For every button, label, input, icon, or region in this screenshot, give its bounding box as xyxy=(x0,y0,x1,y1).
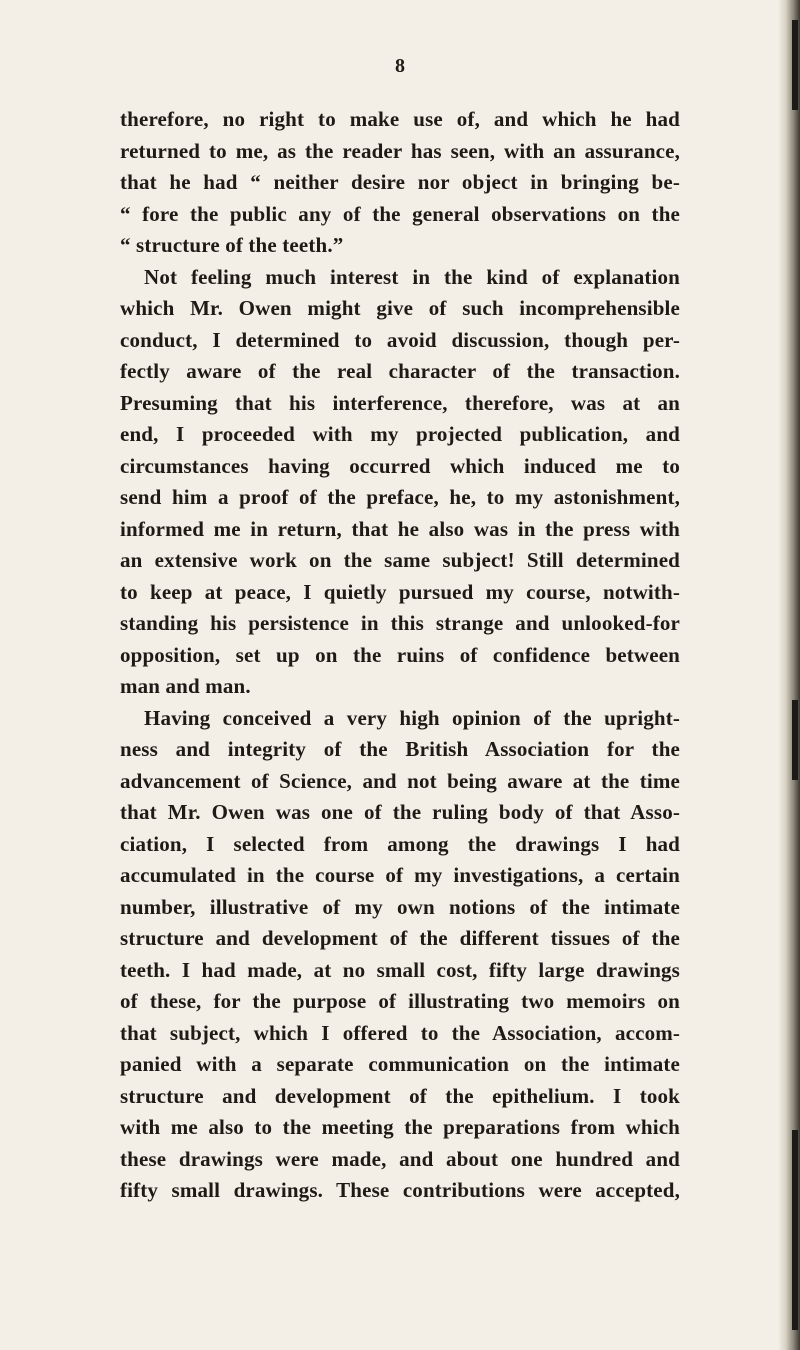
text-line: accumulated in the course of my investigations, a certain xyxy=(120,863,680,887)
text-line: opposition, set up on the ruins of confidence between xyxy=(120,642,680,667)
text-line: that he had “ neither desire nor object in bringing be- xyxy=(120,170,680,194)
text-line: conduct, I determined to avoid discussion, though per- xyxy=(120,327,680,352)
text-line: returned to me, as the reader has seen, with an assurance, xyxy=(120,138,680,163)
page-edge-shadow xyxy=(792,1130,798,1330)
page-edge-shadow xyxy=(792,700,798,780)
text-line: fectly aware of the real character of the transaction. xyxy=(120,359,680,383)
text-line: structure and development of the different tissues of the xyxy=(120,926,680,950)
text-line: send him a proof of the preface, he, to my astonishment, xyxy=(120,485,680,509)
text-line: panied with a separate communication on the intimate xyxy=(120,1052,680,1076)
text-line: these drawings were made, and about one hundred and xyxy=(120,1146,680,1171)
body-text xyxy=(120,104,680,1207)
text-line: ciation, I selected from among the drawings I had xyxy=(120,831,680,856)
text-line: teeth. I had made, at no small cost, fifty large drawings xyxy=(120,957,680,982)
text-line: Presuming that his interference, therefore, was at an xyxy=(120,390,680,415)
text-line: to keep at peace, I quietly pursued my course, notwith- xyxy=(120,579,680,604)
text-line: of these, for the purpose of illustrating two memoirs on xyxy=(120,989,680,1013)
text-line: number, illustrative of my own notions of the intimate xyxy=(120,894,680,919)
text-line: informed me in return, that he also was in the press with xyxy=(120,516,680,541)
text-line: an extensive work on the same subject! Still determined xyxy=(120,548,680,572)
text-line: “ fore the public any of the general observations on the xyxy=(120,201,680,226)
text-line: standing his persistence in this strange and unlooked-for xyxy=(120,611,680,635)
text-line: Having conceived a very high opinion of the upright- xyxy=(144,705,680,730)
text-line: end, I proceeded with my projected publication, and xyxy=(120,422,680,446)
page-edge-shadow xyxy=(792,20,798,110)
text-line: which Mr. Owen might give of such incomprehensible xyxy=(120,296,680,320)
text-line: advancement of Science, and not being aware at the time xyxy=(120,768,680,793)
text-line: Not feeling much interest in the kind of explanation xyxy=(144,264,680,289)
text-line: man and man. xyxy=(120,674,251,698)
text-line: that Mr. Owen was one of the ruling body of that Asso- xyxy=(120,800,680,824)
text-line: structure and development of the epithelium. I took xyxy=(120,1083,680,1108)
text-line: circumstances having occurred which induced me to xyxy=(120,453,680,478)
page-number: 8 xyxy=(395,55,405,77)
page-edge xyxy=(778,0,800,1350)
text-line: fifty small drawings. These contributions were accepted, xyxy=(120,1178,680,1202)
text-line: with me also to the meeting the preparations from which xyxy=(120,1115,680,1139)
text-line: “ structure of the teeth.” xyxy=(120,233,344,257)
text-line: therefore, no right to make use of, and which he had xyxy=(120,107,680,131)
text-line: that subject, which I offered to the Association, accom- xyxy=(120,1020,680,1045)
text-line: ness and integrity of the British Association for the xyxy=(120,737,680,761)
